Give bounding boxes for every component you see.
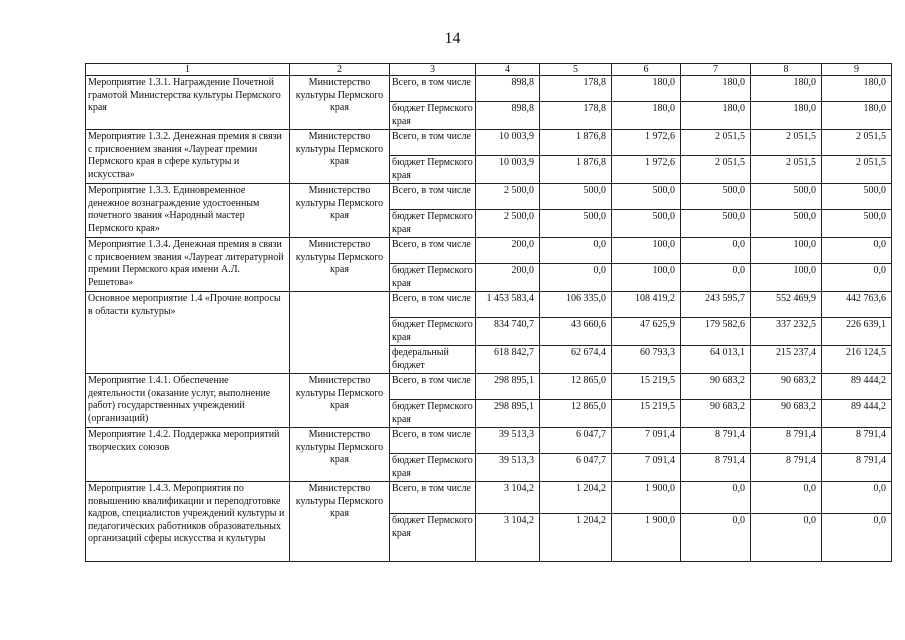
amount-cell: 1 972,6 (612, 130, 681, 156)
funding-source: бюджет Пермского края (390, 454, 476, 482)
funding-source: Всего, в том числе (390, 374, 476, 400)
amount-cell: 0,0 (822, 482, 892, 514)
amount-cell: 2 051,5 (681, 156, 751, 184)
amount-cell: 10 003,9 (476, 130, 540, 156)
amount-cell: 500,0 (822, 184, 892, 210)
executor: Министерство культуры Пермского края (290, 482, 390, 562)
amount-cell: 180,0 (751, 76, 822, 102)
amount-cell: 100,0 (751, 238, 822, 264)
amount-cell: 226 639,1 (822, 318, 892, 346)
amount-cell: 0,0 (681, 238, 751, 264)
amount-cell: 200,0 (476, 238, 540, 264)
amount-cell: 2 051,5 (681, 130, 751, 156)
executor: Министерство культуры Пермского края (290, 76, 390, 130)
amount-cell: 0,0 (751, 514, 822, 562)
amount-cell: 1 204,2 (540, 514, 612, 562)
amount-cell: 298 895,1 (476, 374, 540, 400)
amount-cell: 180,0 (822, 76, 892, 102)
amount-cell: 500,0 (612, 184, 681, 210)
amount-cell: 500,0 (751, 184, 822, 210)
amount-cell: 0,0 (822, 264, 892, 292)
amount-cell: 100,0 (751, 264, 822, 292)
amount-cell: 898,8 (476, 76, 540, 102)
column-number: 8 (751, 64, 822, 76)
amount-cell: 180,0 (681, 102, 751, 130)
funding-source: Всего, в том числе (390, 130, 476, 156)
table-row (86, 238, 892, 264)
amount-cell: 2 051,5 (751, 156, 822, 184)
funding-source: Всего, в том числе (390, 482, 476, 514)
amount-cell: 43 660,6 (540, 318, 612, 346)
amount-cell: 64 013,1 (681, 346, 751, 374)
amount-cell: 108 419,2 (612, 292, 681, 318)
amount-cell: 180,0 (681, 76, 751, 102)
funding-source: федеральный бюджет (390, 346, 476, 374)
amount-cell: 8 791,4 (822, 454, 892, 482)
amount-cell: 6 047,7 (540, 428, 612, 454)
amount-cell: 298 895,1 (476, 400, 540, 428)
amount-cell: 8 791,4 (681, 454, 751, 482)
measure-name: Мероприятие 1.3.4. Денежная премия в связи с присвоением звания «Лауреат литературной премии Пермского края имени А.Л. Решетова» (86, 238, 290, 292)
amount-cell: 10 003,9 (476, 156, 540, 184)
table-row (86, 130, 892, 156)
executor: Министерство культуры Пермского края (290, 130, 390, 184)
amount-cell: 12 865,0 (540, 374, 612, 400)
column-number: 7 (681, 64, 751, 76)
funding-source: Всего, в том числе (390, 184, 476, 210)
executor: Министерство культуры Пермского края (290, 428, 390, 482)
column-number-row (86, 64, 892, 76)
amount-cell: 1 900,0 (612, 482, 681, 514)
amount-cell: 500,0 (540, 184, 612, 210)
funding-source: бюджет Пермского края (390, 210, 476, 238)
amount-cell: 2 051,5 (822, 130, 892, 156)
column-number: 1 (86, 64, 290, 76)
measure-name: Мероприятие 1.3.2. Денежная премия в связи с присвоением звания «Лауреат премии Пермского края в сфере культуры и искусства» (86, 130, 290, 184)
funding-source: бюджет Пермского края (390, 264, 476, 292)
amount-cell: 500,0 (681, 210, 751, 238)
column-number: 5 (540, 64, 612, 76)
amount-cell: 2 051,5 (822, 156, 892, 184)
amount-cell: 7 091,4 (612, 428, 681, 454)
amount-cell: 0,0 (681, 482, 751, 514)
amount-cell: 2 500,0 (476, 210, 540, 238)
funding-source: бюджет Пермского края (390, 318, 476, 346)
amount-cell: 552 469,9 (751, 292, 822, 318)
funding-source: бюджет Пермского края (390, 156, 476, 184)
amount-cell: 1 453 583,4 (476, 292, 540, 318)
measure-name: Мероприятие 1.4.3. Мероприятия по повышению квалификации и переподготовке кадров, специалистов учреждений культуры и педагогических работников образовательных организаций сферы искусства и культуры (86, 482, 290, 562)
amount-cell: 1 876,8 (540, 130, 612, 156)
column-number: 2 (290, 64, 390, 76)
measure-name: Основное мероприятие 1.4 «Прочие вопросы в области культуры» (86, 292, 290, 374)
amount-cell: 0,0 (540, 238, 612, 264)
measure-name: Мероприятие 1.4.2. Поддержка мероприятий творческих союзов (86, 428, 290, 482)
funding-source: Всего, в том числе (390, 76, 476, 102)
funding-source: Всего, в том числе (390, 238, 476, 264)
amount-cell: 442 763,6 (822, 292, 892, 318)
amount-cell: 100,0 (612, 264, 681, 292)
table-row (86, 76, 892, 102)
amount-cell: 1 876,8 (540, 156, 612, 184)
funding-source: Всего, в том числе (390, 292, 476, 318)
amount-cell: 100,0 (612, 238, 681, 264)
amount-cell: 215 237,4 (751, 346, 822, 374)
amount-cell: 0,0 (822, 514, 892, 562)
amount-cell: 898,8 (476, 102, 540, 130)
amount-cell: 90 683,2 (681, 400, 751, 428)
table-row (86, 482, 892, 514)
amount-cell: 337 232,5 (751, 318, 822, 346)
amount-cell: 178,8 (540, 102, 612, 130)
amount-cell: 0,0 (681, 514, 751, 562)
amount-cell: 62 674,4 (540, 346, 612, 374)
amount-cell: 90 683,2 (681, 374, 751, 400)
amount-cell: 0,0 (822, 238, 892, 264)
amount-cell: 216 124,5 (822, 346, 892, 374)
amount-cell: 0,0 (540, 264, 612, 292)
budget-table (85, 63, 892, 562)
amount-cell: 0,0 (751, 482, 822, 514)
amount-cell: 618 842,7 (476, 346, 540, 374)
column-number: 9 (822, 64, 892, 76)
measure-name: Мероприятие 1.4.1. Обеспечение деятельности (оказание услуг, выполнение работ) государственных учреждений (организаций) (86, 374, 290, 428)
funding-source: Всего, в том числе (390, 428, 476, 454)
amount-cell: 180,0 (822, 102, 892, 130)
amount-cell: 178,8 (540, 76, 612, 102)
amount-cell: 180,0 (612, 76, 681, 102)
amount-cell: 500,0 (612, 210, 681, 238)
amount-cell: 39 513,3 (476, 454, 540, 482)
amount-cell: 834 740,7 (476, 318, 540, 346)
table-row (86, 374, 892, 400)
amount-cell: 39 513,3 (476, 428, 540, 454)
amount-cell: 243 595,7 (681, 292, 751, 318)
executor: Министерство культуры Пермского края (290, 238, 390, 292)
amount-cell: 90 683,2 (751, 374, 822, 400)
amount-cell: 1 972,6 (612, 156, 681, 184)
column-number: 6 (612, 64, 681, 76)
amount-cell: 3 104,2 (476, 482, 540, 514)
amount-cell: 200,0 (476, 264, 540, 292)
amount-cell: 7 091,4 (612, 454, 681, 482)
amount-cell: 179 582,6 (681, 318, 751, 346)
funding-source: бюджет Пермского края (390, 514, 476, 562)
amount-cell: 6 047,7 (540, 454, 612, 482)
amount-cell: 3 104,2 (476, 514, 540, 562)
funding-source: бюджет Пермского края (390, 400, 476, 428)
amount-cell: 12 865,0 (540, 400, 612, 428)
amount-cell: 2 500,0 (476, 184, 540, 210)
executor: Министерство культуры Пермского края (290, 374, 390, 428)
amount-cell: 500,0 (822, 210, 892, 238)
table-row (86, 428, 892, 454)
column-number: 4 (476, 64, 540, 76)
funding-source: бюджет Пермского края (390, 102, 476, 130)
amount-cell: 180,0 (751, 102, 822, 130)
amount-cell: 106 335,0 (540, 292, 612, 318)
amount-cell: 15 219,5 (612, 374, 681, 400)
amount-cell: 47 625,9 (612, 318, 681, 346)
amount-cell: 15 219,5 (612, 400, 681, 428)
amount-cell: 90 683,2 (751, 400, 822, 428)
amount-cell: 1 204,2 (540, 482, 612, 514)
amount-cell: 500,0 (751, 210, 822, 238)
amount-cell: 1 900,0 (612, 514, 681, 562)
amount-cell: 89 444,2 (822, 400, 892, 428)
column-number: 3 (390, 64, 476, 76)
measure-name: Мероприятие 1.3.3. Единовременное денежное вознаграждение удостоенным почетного звания «Народный мастер Пермского края» (86, 184, 290, 238)
amount-cell: 500,0 (681, 184, 751, 210)
amount-cell: 0,0 (681, 264, 751, 292)
amount-cell: 2 051,5 (751, 130, 822, 156)
amount-cell: 60 793,3 (612, 346, 681, 374)
table-row (86, 184, 892, 210)
amount-cell: 8 791,4 (822, 428, 892, 454)
measure-name: Мероприятие 1.3.1. Награждение Почетной грамотой Министерства культуры Пермского края (86, 76, 290, 130)
amount-cell: 500,0 (540, 210, 612, 238)
page-number: 14 (444, 30, 461, 47)
amount-cell: 8 791,4 (751, 428, 822, 454)
table-row (86, 292, 892, 318)
executor (290, 292, 390, 374)
executor: Министерство культуры Пермского края (290, 184, 390, 238)
amount-cell: 8 791,4 (681, 428, 751, 454)
amount-cell: 89 444,2 (822, 374, 892, 400)
amount-cell: 180,0 (612, 102, 681, 130)
amount-cell: 8 791,4 (751, 454, 822, 482)
